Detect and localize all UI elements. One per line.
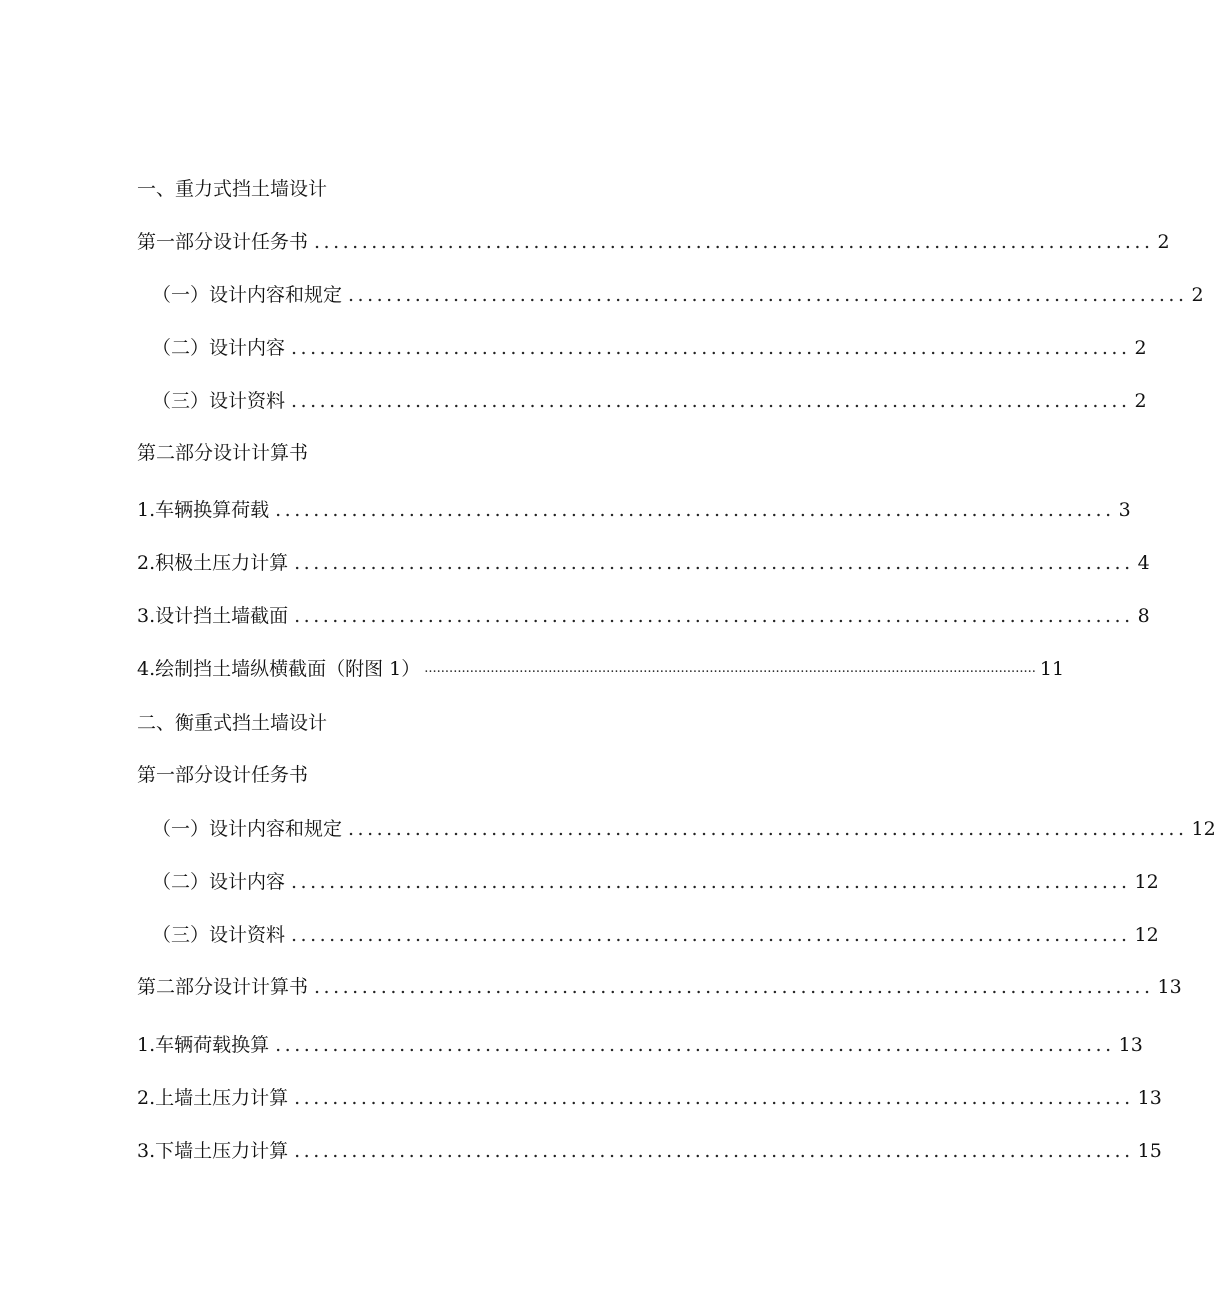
toc-entry — [152, 920, 1159, 950]
toc-label: .车辆换算荷载 — [149, 499, 270, 521]
dot-leader: ........................................................................................ — [348, 284, 1188, 306]
toc-entry — [137, 601, 1150, 631]
toc-label: 一、重力式挡土墙设计 — [137, 178, 328, 200]
toc-label: .绘制挡土墙纵横截面（附图 1） — [149, 658, 421, 680]
toc-item-number: 3 — [137, 1140, 150, 1162]
toc-page-number: 13 — [1157, 976, 1182, 998]
dot-leader: ........................................................................................ — [291, 924, 1131, 946]
toc-entry — [137, 972, 1182, 1002]
toc-heading-1 — [0, 174, 777, 204]
toc-entry — [137, 227, 1170, 257]
dot-leader: ........................................................................................ — [294, 552, 1134, 574]
dot-leader: ........................................................................................ — [314, 976, 1154, 998]
toc-entry — [152, 333, 1147, 363]
toc-label: （一）设计内容和规定 — [152, 818, 343, 840]
dot-leader: ........................................................................................ — [291, 390, 1131, 412]
toc-entry — [137, 1030, 1143, 1060]
dot-leader: ........................................................................................ — [294, 1087, 1134, 1109]
dot-leader: ........................................................................................ — [291, 871, 1131, 893]
toc-label: .上墙土压力计算 — [149, 1087, 289, 1109]
toc-entry — [152, 386, 1147, 416]
toc-label: （一）设计内容和规定 — [152, 284, 343, 306]
toc-page-number: 12 — [1134, 871, 1159, 893]
toc-entry — [137, 438, 769, 468]
toc-entry — [152, 814, 1216, 844]
toc-entry — [137, 654, 1065, 684]
toc-page-number: 12 — [1191, 818, 1216, 840]
toc-entry — [137, 760, 769, 790]
toc-label: （三）设计资料 — [152, 390, 286, 412]
dot-leader: ........................................................................................ — [275, 499, 1115, 521]
dot-leader: ........................................................................................ — [275, 1034, 1115, 1056]
toc-label: 第二部分设计计算书 — [137, 442, 309, 464]
toc-label: .设计挡土墙截面 — [149, 605, 289, 627]
toc-label: （二）设计内容 — [152, 871, 286, 893]
toc-page-number: 2 — [1191, 284, 1204, 306]
toc-heading-2 — [137, 708, 769, 738]
toc-label: 二、衡重式挡土墙设计 — [137, 712, 328, 734]
toc-entry — [152, 280, 1204, 310]
toc-entry — [137, 548, 1150, 578]
dot-leader: ........................................................................................ — [348, 818, 1188, 840]
toc-page-number: 11 — [1039, 658, 1065, 680]
toc-page-number: 2 — [1134, 337, 1147, 359]
toc-label: （三）设计资料 — [152, 924, 286, 946]
toc-page-number: 12 — [1134, 924, 1159, 946]
toc-item-number: 3 — [137, 605, 150, 627]
toc-label: 第一部分设计任务书 — [137, 764, 309, 786]
toc-item-number: 1 — [137, 499, 150, 521]
toc-entry — [137, 1136, 1162, 1166]
toc-page-number: 2 — [1134, 390, 1147, 412]
toc-label: .积极土压力计算 — [149, 552, 289, 574]
toc-label: 第一部分设计任务书 — [137, 231, 309, 253]
toc-item-number: 4 — [137, 658, 150, 680]
toc-entry — [152, 867, 1159, 897]
toc-page-number: 13 — [1118, 1034, 1143, 1056]
toc-page-number: 13 — [1137, 1087, 1162, 1109]
toc-label: （二）设计内容 — [152, 337, 286, 359]
toc-label: .下墙土压力计算 — [149, 1140, 289, 1162]
toc-item-number: 1 — [137, 1034, 150, 1056]
dot-leader: ........................................................................................ — [291, 337, 1131, 359]
toc-page-number: 4 — [1137, 552, 1150, 574]
dot-leader: ........................................................................................ — [314, 231, 1154, 253]
toc-page-number: 2 — [1157, 231, 1170, 253]
dot-leader: .................................................................................................................................................... — [424, 661, 1036, 676]
toc-entry — [137, 1083, 1162, 1113]
toc-page-number: 3 — [1118, 499, 1131, 521]
toc-page-number: 8 — [1137, 605, 1150, 627]
toc-label: 第二部分设计计算书 — [137, 976, 309, 998]
toc-item-number: 2 — [137, 552, 150, 574]
toc-label: .车辆荷载换算 — [149, 1034, 270, 1056]
toc-entry — [137, 495, 1131, 525]
dot-leader: ........................................................................................ — [294, 1140, 1134, 1162]
dot-leader: ........................................................................................ — [294, 605, 1134, 627]
toc-item-number: 2 — [137, 1087, 150, 1109]
toc-page-number: 15 — [1137, 1140, 1162, 1162]
